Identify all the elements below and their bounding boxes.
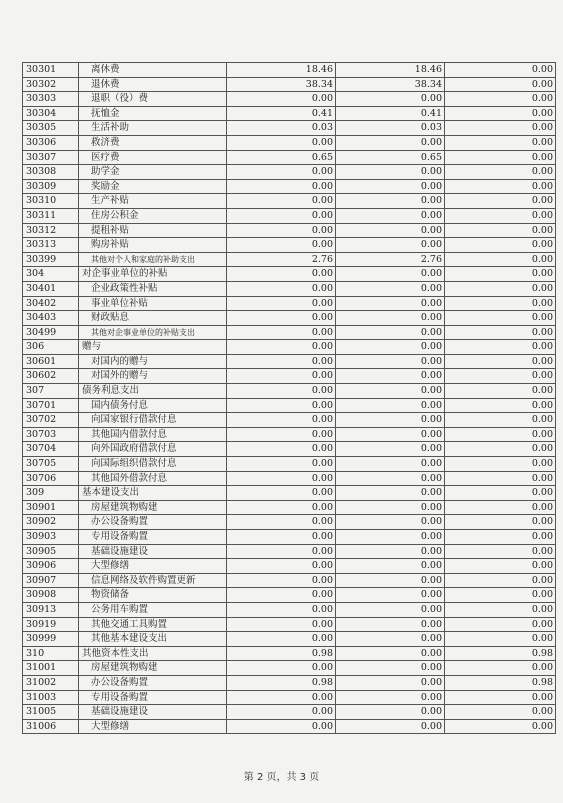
row-amount-basic-cell: 0.00 bbox=[336, 340, 445, 355]
row-amount-total-cell: 0.00 bbox=[227, 135, 336, 150]
row-code-cell: 30913 bbox=[23, 602, 79, 617]
row-amount-project-cell: 0.00 bbox=[445, 442, 556, 457]
row-amount-basic-cell: 0.00 bbox=[336, 573, 445, 588]
row-amount-basic-cell: 0.00 bbox=[336, 719, 445, 734]
row-name-cell: 基础设施建设 bbox=[79, 544, 227, 559]
row-name-cell: 救济费 bbox=[79, 135, 227, 150]
table-row bbox=[23, 500, 556, 515]
row-amount-project-cell: 0.00 bbox=[445, 398, 556, 413]
row-amount-basic-cell: 0.00 bbox=[336, 486, 445, 501]
row-name-cell: 对国外的赠与 bbox=[79, 369, 227, 384]
row-name-cell: 公务用车购置 bbox=[79, 602, 227, 617]
row-name-cell: 退职（役）费 bbox=[79, 92, 227, 107]
row-amount-basic-cell: 0.00 bbox=[336, 471, 445, 486]
row-amount-basic-cell: 0.00 bbox=[336, 515, 445, 530]
row-code-cell: 30703 bbox=[23, 427, 79, 442]
row-name-cell: 赠与 bbox=[79, 340, 227, 355]
row-amount-total-cell: 0.00 bbox=[227, 617, 336, 632]
row-name-cell: 其他对企事业单位的补贴支出 bbox=[79, 325, 227, 340]
row-amount-project-cell: 0.00 bbox=[445, 661, 556, 676]
table-row bbox=[23, 646, 556, 661]
row-name-cell: 其他资本性支出 bbox=[79, 646, 227, 661]
row-amount-total-cell: 0.00 bbox=[227, 719, 336, 734]
row-code-cell: 30403 bbox=[23, 311, 79, 326]
row-amount-project-cell: 0.00 bbox=[445, 544, 556, 559]
table-row bbox=[23, 661, 556, 676]
row-amount-total-cell: 0.00 bbox=[227, 398, 336, 413]
row-name-cell: 向国家银行借款付息 bbox=[79, 413, 227, 428]
table-row bbox=[23, 296, 556, 311]
row-amount-project-cell: 0.00 bbox=[445, 602, 556, 617]
row-amount-total-cell: 0.98 bbox=[227, 675, 336, 690]
table-row bbox=[23, 121, 556, 136]
row-amount-basic-cell: 0.00 bbox=[336, 325, 445, 340]
row-amount-basic-cell: 0.00 bbox=[336, 296, 445, 311]
row-code-cell: 30907 bbox=[23, 573, 79, 588]
table-row bbox=[23, 427, 556, 442]
row-amount-basic-cell: 18.46 bbox=[336, 63, 445, 78]
row-name-cell: 企业政策性补贴 bbox=[79, 281, 227, 296]
row-amount-total-cell: 0.00 bbox=[227, 223, 336, 238]
row-code-cell: 30310 bbox=[23, 194, 79, 209]
table-row bbox=[23, 398, 556, 413]
row-name-cell: 对企事业单位的补贴 bbox=[79, 267, 227, 282]
row-code-cell: 307 bbox=[23, 384, 79, 399]
row-amount-project-cell: 0.00 bbox=[445, 705, 556, 720]
row-code-cell: 310 bbox=[23, 646, 79, 661]
row-amount-project-cell: 0.00 bbox=[445, 588, 556, 603]
row-code-cell: 30307 bbox=[23, 150, 79, 165]
table-row bbox=[23, 457, 556, 472]
row-amount-total-cell: 0.00 bbox=[227, 179, 336, 194]
row-amount-basic-cell: 0.65 bbox=[336, 150, 445, 165]
row-amount-basic-cell: 0.00 bbox=[336, 632, 445, 647]
row-amount-basic-cell: 0.00 bbox=[336, 602, 445, 617]
row-code-cell: 30704 bbox=[23, 442, 79, 457]
row-amount-project-cell: 0.00 bbox=[445, 340, 556, 355]
row-name-cell: 其他交通工具购置 bbox=[79, 617, 227, 632]
row-code-cell: 30303 bbox=[23, 92, 79, 107]
table-row bbox=[23, 252, 556, 267]
row-amount-project-cell: 0.00 bbox=[445, 573, 556, 588]
row-amount-basic-cell: 0.00 bbox=[336, 208, 445, 223]
table-row bbox=[23, 325, 556, 340]
row-amount-project-cell: 0.00 bbox=[445, 413, 556, 428]
row-name-cell: 基础设施建设 bbox=[79, 705, 227, 720]
row-code-cell: 30308 bbox=[23, 165, 79, 180]
row-code-cell: 30903 bbox=[23, 530, 79, 545]
row-code-cell: 30702 bbox=[23, 413, 79, 428]
table-row bbox=[23, 311, 556, 326]
row-amount-basic-cell: 0.00 bbox=[336, 675, 445, 690]
row-amount-project-cell: 0.00 bbox=[445, 617, 556, 632]
row-amount-project-cell: 0.00 bbox=[445, 135, 556, 150]
row-amount-basic-cell: 0.00 bbox=[336, 442, 445, 457]
row-amount-total-cell: 0.00 bbox=[227, 354, 336, 369]
row-amount-total-cell: 0.03 bbox=[227, 121, 336, 136]
row-amount-total-cell: 0.00 bbox=[227, 690, 336, 705]
row-amount-project-cell: 0.00 bbox=[445, 427, 556, 442]
row-amount-project-cell: 0.00 bbox=[445, 77, 556, 92]
row-amount-project-cell: 0.00 bbox=[445, 500, 556, 515]
row-name-cell: 其他基本建设支出 bbox=[79, 632, 227, 647]
row-code-cell: 30401 bbox=[23, 281, 79, 296]
row-code-cell: 31003 bbox=[23, 690, 79, 705]
row-amount-basic-cell: 0.00 bbox=[336, 413, 445, 428]
row-amount-total-cell: 0.00 bbox=[227, 661, 336, 676]
table-row bbox=[23, 486, 556, 501]
row-amount-project-cell: 0.98 bbox=[445, 646, 556, 661]
row-amount-total-cell: 0.00 bbox=[227, 165, 336, 180]
row-amount-total-cell: 2.76 bbox=[227, 252, 336, 267]
table-row bbox=[23, 384, 556, 399]
row-amount-total-cell: 0.00 bbox=[227, 325, 336, 340]
row-amount-basic-cell: 0.00 bbox=[336, 690, 445, 705]
page-footer: 第 2 页，共 3 页 bbox=[243, 772, 320, 783]
row-code-cell: 30311 bbox=[23, 208, 79, 223]
table-row bbox=[23, 223, 556, 238]
row-amount-total-cell: 0.00 bbox=[227, 311, 336, 326]
table-row bbox=[23, 165, 556, 180]
table-row bbox=[23, 369, 556, 384]
row-amount-project-cell: 0.98 bbox=[445, 675, 556, 690]
row-code-cell: 31005 bbox=[23, 705, 79, 720]
row-amount-total-cell: 0.00 bbox=[227, 486, 336, 501]
row-amount-basic-cell: 0.00 bbox=[336, 384, 445, 399]
row-amount-total-cell: 0.00 bbox=[227, 281, 336, 296]
row-amount-total-cell: 0.00 bbox=[227, 515, 336, 530]
row-code-cell: 30309 bbox=[23, 179, 79, 194]
table-body bbox=[23, 63, 556, 734]
row-amount-basic-cell: 0.00 bbox=[336, 281, 445, 296]
row-amount-basic-cell: 0.00 bbox=[336, 661, 445, 676]
row-name-cell: 大型修缮 bbox=[79, 559, 227, 574]
row-amount-total-cell: 0.00 bbox=[227, 559, 336, 574]
row-amount-basic-cell: 0.00 bbox=[336, 238, 445, 253]
table-row bbox=[23, 267, 556, 282]
row-amount-project-cell: 0.00 bbox=[445, 63, 556, 78]
row-amount-basic-cell: 0.03 bbox=[336, 121, 445, 136]
row-amount-total-cell: 0.00 bbox=[227, 194, 336, 209]
row-name-cell: 退休费 bbox=[79, 77, 227, 92]
row-amount-basic-cell: 0.00 bbox=[336, 544, 445, 559]
row-amount-project-cell: 0.00 bbox=[445, 296, 556, 311]
row-amount-total-cell: 0.00 bbox=[227, 705, 336, 720]
budget-table bbox=[22, 62, 556, 734]
row-amount-total-cell: 0.41 bbox=[227, 106, 336, 121]
row-amount-total-cell: 0.00 bbox=[227, 369, 336, 384]
row-amount-project-cell: 0.00 bbox=[445, 369, 556, 384]
table-row bbox=[23, 135, 556, 150]
row-name-cell: 办公设备购置 bbox=[79, 675, 227, 690]
row-amount-basic-cell: 0.00 bbox=[336, 223, 445, 238]
row-code-cell: 30499 bbox=[23, 325, 79, 340]
row-name-cell: 医疗费 bbox=[79, 150, 227, 165]
row-name-cell: 住房公积金 bbox=[79, 208, 227, 223]
row-code-cell: 30305 bbox=[23, 121, 79, 136]
row-code-cell: 30902 bbox=[23, 515, 79, 530]
row-amount-total-cell: 0.00 bbox=[227, 413, 336, 428]
table-row bbox=[23, 602, 556, 617]
row-amount-total-cell: 0.00 bbox=[227, 340, 336, 355]
table-row bbox=[23, 442, 556, 457]
row-amount-total-cell: 0.00 bbox=[227, 296, 336, 311]
table-row bbox=[23, 77, 556, 92]
row-amount-total-cell: 0.00 bbox=[227, 384, 336, 399]
row-code-cell: 30313 bbox=[23, 238, 79, 253]
table-row bbox=[23, 544, 556, 559]
row-amount-project-cell: 0.00 bbox=[445, 719, 556, 734]
row-code-cell: 30919 bbox=[23, 617, 79, 632]
row-amount-total-cell: 0.00 bbox=[227, 457, 336, 472]
row-amount-project-cell: 0.00 bbox=[445, 92, 556, 107]
row-amount-project-cell: 0.00 bbox=[445, 179, 556, 194]
row-code-cell: 30906 bbox=[23, 559, 79, 574]
row-amount-basic-cell: 0.00 bbox=[336, 427, 445, 442]
table-row bbox=[23, 617, 556, 632]
table-row bbox=[23, 632, 556, 647]
row-name-cell: 向外国政府借款付息 bbox=[79, 442, 227, 457]
row-amount-total-cell: 0.00 bbox=[227, 573, 336, 588]
row-amount-total-cell: 0.00 bbox=[227, 267, 336, 282]
row-code-cell: 30602 bbox=[23, 369, 79, 384]
row-name-cell: 生活补助 bbox=[79, 121, 227, 136]
row-code-cell: 304 bbox=[23, 267, 79, 282]
row-code-cell: 31002 bbox=[23, 675, 79, 690]
row-name-cell: 事业单位补贴 bbox=[79, 296, 227, 311]
table-row bbox=[23, 515, 556, 530]
row-amount-total-cell: 0.00 bbox=[227, 442, 336, 457]
row-code-cell: 30701 bbox=[23, 398, 79, 413]
row-amount-basic-cell: 2.76 bbox=[336, 252, 445, 267]
row-amount-basic-cell: 0.00 bbox=[336, 311, 445, 326]
table-row bbox=[23, 675, 556, 690]
row-code-cell: 30705 bbox=[23, 457, 79, 472]
row-amount-total-cell: 0.00 bbox=[227, 602, 336, 617]
row-amount-project-cell: 0.00 bbox=[445, 354, 556, 369]
row-amount-project-cell: 0.00 bbox=[445, 515, 556, 530]
row-code-cell: 309 bbox=[23, 486, 79, 501]
row-amount-project-cell: 0.00 bbox=[445, 690, 556, 705]
row-code-cell: 30304 bbox=[23, 106, 79, 121]
row-name-cell: 助学金 bbox=[79, 165, 227, 180]
row-amount-project-cell: 0.00 bbox=[445, 194, 556, 209]
table-row bbox=[23, 150, 556, 165]
table-row bbox=[23, 92, 556, 107]
row-amount-total-cell: 0.00 bbox=[227, 92, 336, 107]
row-amount-project-cell: 0.00 bbox=[445, 471, 556, 486]
row-name-cell: 专用设备购置 bbox=[79, 690, 227, 705]
row-code-cell: 30601 bbox=[23, 354, 79, 369]
row-amount-basic-cell: 0.00 bbox=[336, 354, 445, 369]
row-name-cell: 提租补贴 bbox=[79, 223, 227, 238]
row-name-cell: 离休费 bbox=[79, 63, 227, 78]
table-row bbox=[23, 179, 556, 194]
table-row bbox=[23, 471, 556, 486]
row-amount-total-cell: 0.00 bbox=[227, 427, 336, 442]
row-name-cell: 专用设备购置 bbox=[79, 530, 227, 545]
row-amount-project-cell: 0.00 bbox=[445, 384, 556, 399]
row-amount-total-cell: 0.00 bbox=[227, 530, 336, 545]
row-name-cell: 债务利息支出 bbox=[79, 384, 227, 399]
row-name-cell: 其他国内借款付息 bbox=[79, 427, 227, 442]
row-amount-project-cell: 0.00 bbox=[445, 150, 556, 165]
row-amount-basic-cell: 0.00 bbox=[336, 92, 445, 107]
table-row bbox=[23, 63, 556, 78]
row-amount-project-cell: 0.00 bbox=[445, 252, 556, 267]
row-amount-total-cell: 0.65 bbox=[227, 150, 336, 165]
row-amount-total-cell: 0.00 bbox=[227, 471, 336, 486]
row-amount-project-cell: 0.00 bbox=[445, 267, 556, 282]
row-amount-basic-cell: 0.00 bbox=[336, 267, 445, 282]
row-code-cell: 30306 bbox=[23, 135, 79, 150]
row-amount-total-cell: 0.00 bbox=[227, 208, 336, 223]
row-amount-basic-cell: 0.41 bbox=[336, 106, 445, 121]
row-name-cell: 购房补贴 bbox=[79, 238, 227, 253]
row-amount-total-cell: 0.00 bbox=[227, 238, 336, 253]
table-row bbox=[23, 559, 556, 574]
row-name-cell: 抚恤金 bbox=[79, 106, 227, 121]
row-name-cell: 房屋建筑物购建 bbox=[79, 661, 227, 676]
table-row bbox=[23, 413, 556, 428]
row-amount-basic-cell: 38.34 bbox=[336, 77, 445, 92]
row-name-cell: 向国际组织借款付息 bbox=[79, 457, 227, 472]
row-amount-total-cell: 18.46 bbox=[227, 63, 336, 78]
row-amount-basic-cell: 0.00 bbox=[336, 135, 445, 150]
row-name-cell: 房屋建筑物购建 bbox=[79, 500, 227, 515]
table-row bbox=[23, 705, 556, 720]
table-row bbox=[23, 106, 556, 121]
row-amount-project-cell: 0.00 bbox=[445, 311, 556, 326]
row-amount-basic-cell: 0.00 bbox=[336, 559, 445, 574]
row-amount-project-cell: 0.00 bbox=[445, 325, 556, 340]
row-amount-project-cell: 0.00 bbox=[445, 632, 556, 647]
row-amount-total-cell: 0.98 bbox=[227, 646, 336, 661]
row-name-cell: 其他对个人和家庭的补助支出 bbox=[79, 252, 227, 267]
row-amount-basic-cell: 0.00 bbox=[336, 457, 445, 472]
row-name-cell: 国内债务付息 bbox=[79, 398, 227, 413]
row-amount-basic-cell: 0.00 bbox=[336, 165, 445, 180]
table-row bbox=[23, 340, 556, 355]
row-name-cell: 物资储备 bbox=[79, 588, 227, 603]
row-code-cell: 30301 bbox=[23, 63, 79, 78]
row-code-cell: 30908 bbox=[23, 588, 79, 603]
row-amount-basic-cell: 0.00 bbox=[336, 398, 445, 413]
table-row bbox=[23, 194, 556, 209]
table-row bbox=[23, 354, 556, 369]
row-name-cell: 信息网络及软件购置更新 bbox=[79, 573, 227, 588]
table-row bbox=[23, 530, 556, 545]
row-amount-basic-cell: 0.00 bbox=[336, 617, 445, 632]
row-amount-total-cell: 0.00 bbox=[227, 500, 336, 515]
row-name-cell: 对国内的赠与 bbox=[79, 354, 227, 369]
row-name-cell: 大型修缮 bbox=[79, 719, 227, 734]
row-amount-basic-cell: 0.00 bbox=[336, 646, 445, 661]
row-name-cell: 其他国外借款付息 bbox=[79, 471, 227, 486]
row-amount-total-cell: 0.00 bbox=[227, 632, 336, 647]
row-code-cell: 31001 bbox=[23, 661, 79, 676]
row-amount-project-cell: 0.00 bbox=[445, 121, 556, 136]
row-code-cell: 30706 bbox=[23, 471, 79, 486]
row-amount-basic-cell: 0.00 bbox=[336, 530, 445, 545]
table-row bbox=[23, 208, 556, 223]
row-name-cell: 财政贴息 bbox=[79, 311, 227, 326]
table-row bbox=[23, 573, 556, 588]
row-name-cell: 基本建设支出 bbox=[79, 486, 227, 501]
row-amount-basic-cell: 0.00 bbox=[336, 179, 445, 194]
row-code-cell: 30402 bbox=[23, 296, 79, 311]
row-name-cell: 奖励金 bbox=[79, 179, 227, 194]
table-row bbox=[23, 690, 556, 705]
row-amount-project-cell: 0.00 bbox=[445, 208, 556, 223]
row-amount-total-cell: 38.34 bbox=[227, 77, 336, 92]
row-code-cell: 31006 bbox=[23, 719, 79, 734]
row-code-cell: 306 bbox=[23, 340, 79, 355]
row-name-cell: 办公设备购置 bbox=[79, 515, 227, 530]
row-code-cell: 30302 bbox=[23, 77, 79, 92]
row-amount-project-cell: 0.00 bbox=[445, 106, 556, 121]
row-code-cell: 30905 bbox=[23, 544, 79, 559]
row-code-cell: 30399 bbox=[23, 252, 79, 267]
table-row bbox=[23, 281, 556, 296]
row-name-cell: 生产补贴 bbox=[79, 194, 227, 209]
row-amount-project-cell: 0.00 bbox=[445, 238, 556, 253]
row-code-cell: 30312 bbox=[23, 223, 79, 238]
row-amount-project-cell: 0.00 bbox=[445, 486, 556, 501]
row-amount-basic-cell: 0.00 bbox=[336, 705, 445, 720]
row-amount-project-cell: 0.00 bbox=[445, 165, 556, 180]
row-amount-total-cell: 0.00 bbox=[227, 544, 336, 559]
row-amount-project-cell: 0.00 bbox=[445, 559, 556, 574]
row-code-cell: 30999 bbox=[23, 632, 79, 647]
table-row bbox=[23, 238, 556, 253]
table-row bbox=[23, 588, 556, 603]
row-amount-basic-cell: 0.00 bbox=[336, 194, 445, 209]
row-amount-total-cell: 0.00 bbox=[227, 588, 336, 603]
table-row bbox=[23, 719, 556, 734]
row-amount-project-cell: 0.00 bbox=[445, 281, 556, 296]
row-amount-basic-cell: 0.00 bbox=[336, 500, 445, 515]
row-amount-project-cell: 0.00 bbox=[445, 530, 556, 545]
row-amount-project-cell: 0.00 bbox=[445, 457, 556, 472]
row-amount-project-cell: 0.00 bbox=[445, 223, 556, 238]
row-amount-basic-cell: 0.00 bbox=[336, 369, 445, 384]
row-amount-basic-cell: 0.00 bbox=[336, 588, 445, 603]
row-code-cell: 30901 bbox=[23, 500, 79, 515]
